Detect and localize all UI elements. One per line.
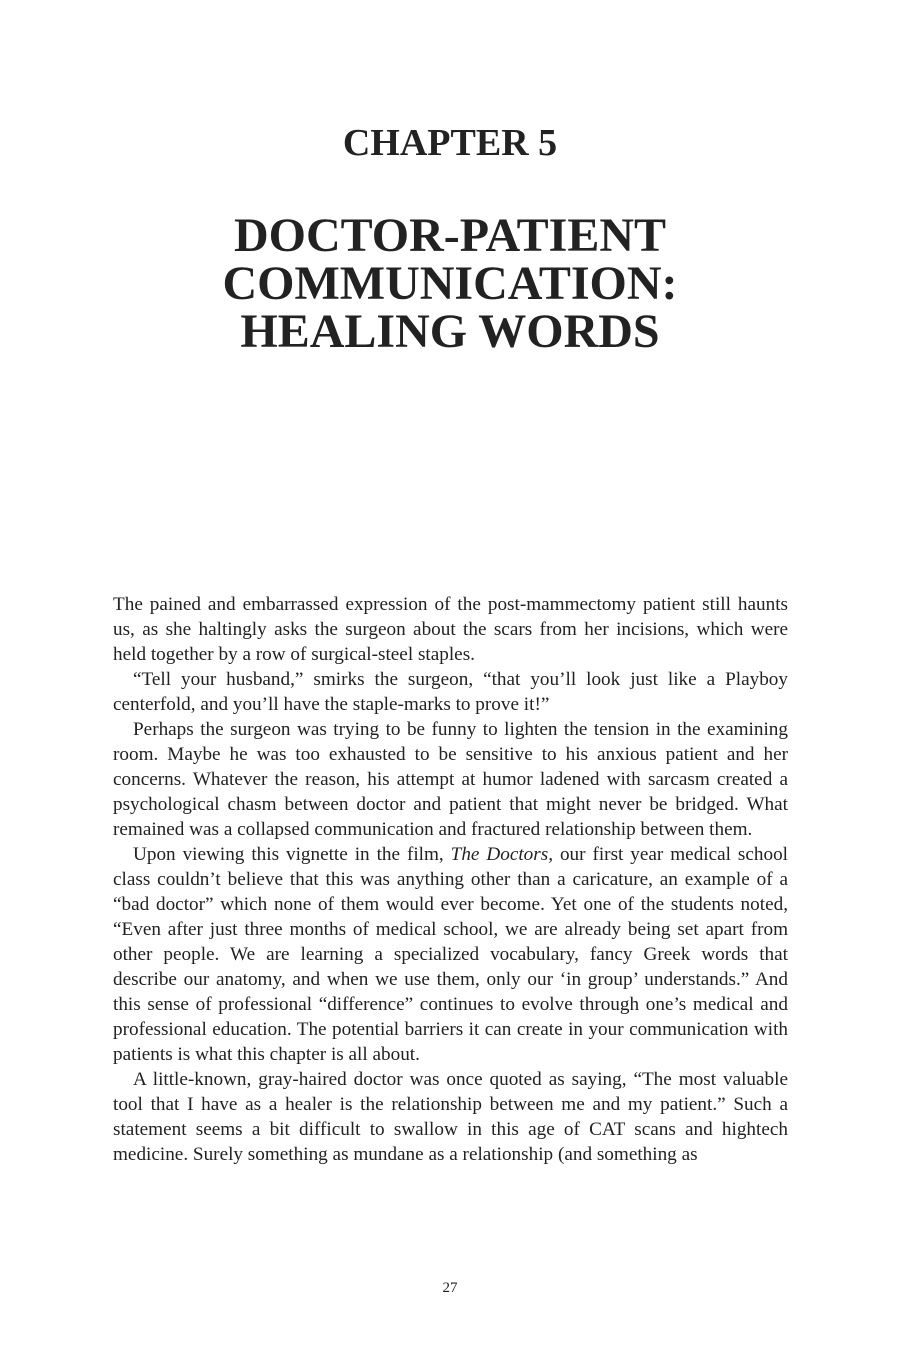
paragraph-4-start: Upon viewing this vignette in the film, (133, 844, 451, 865)
chapter-title (0, 209, 900, 358)
chapter-title-line-1: DOCTOR-PATIENT (233, 209, 667, 262)
page-number: 27 (442, 1280, 458, 1296)
paragraph-5: A little-known, gray-haired doctor was once quoted as saying, “The most valuable tool that I have as a healer is the relationship between me and my patient.” Such a statement seems a bit difficult to swallow in this age of CAT scans and hightech medicine. Surely something as mundane as a relationship (and something as (113, 1069, 788, 1165)
chapter-title-line-2: COMMUNICATION: (222, 257, 678, 310)
paragraph-3: Perhaps the surgeon was trying to be funny to lighten the tension in the examining room. Maybe he was too exhausted to be sensitive to his anxious patient and her concerns. Whatever the reason, his attempt at humor ladened with sarcasm created a psychological chasm between doctor and patient that might never be bridged. What remained was a collapsed communication and fractured relationship between them. (113, 719, 788, 840)
chapter-number: CHAPTER 5 (342, 122, 558, 164)
body-text (113, 592, 788, 1167)
paragraph-4-rest: our first year medical school class couldn’t believe that this was anything other than a caricature, an example of a “bad doctor” which none of them would ever become. Yet one of the students noted, “Even after just three months of medical school, we are already being set apart from other people. We are learning a specialized vocabulary, fancy Greek words that describe our anatomy, and when we use them, only our ‘in group’ understands.” And this sense of professional “difference” continues to evolve through one’s medical and professional education. The potential barriers it can create in your communication with patients is what this chapter is all about. (113, 844, 789, 1065)
paragraph-1: The pained and embarrassed expression of the post-mammectomy patient still haunts us, as she haltingly asks the surgeon about the scars from her incisions, which were held together by a row of surgical-steel staples. (113, 594, 788, 665)
chapter-title-line-3: HEALING WORDS (240, 305, 660, 358)
paragraph-2: “Tell your husband,” smirks the surgeon, “that you’ll look just like a Playboy centerfold, and you’ll have the staple-marks to prove it!” (113, 669, 788, 715)
paragraph-4 (113, 842, 788, 1067)
film-title: The Doctors, (450, 844, 554, 865)
